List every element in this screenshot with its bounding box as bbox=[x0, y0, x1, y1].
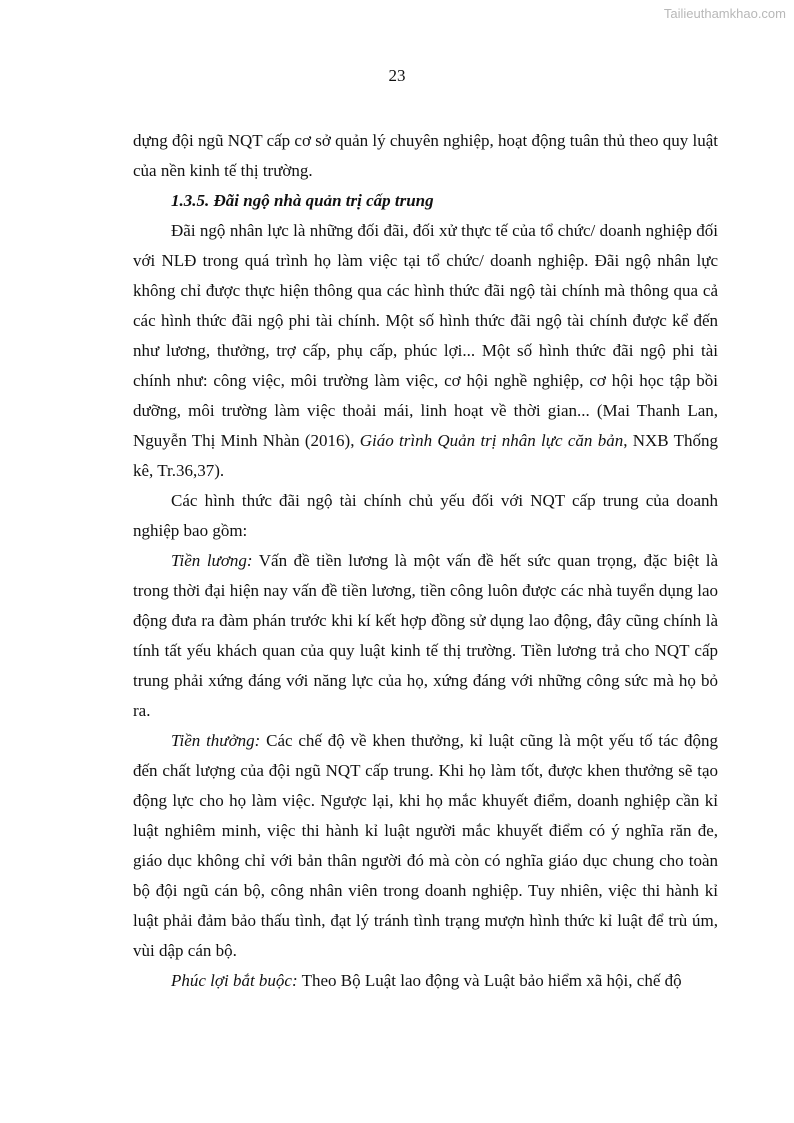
paragraph-salary bbox=[133, 546, 718, 726]
section-heading: 1.3.5. Đãi ngộ nhà quản trị cấp trung bbox=[171, 191, 434, 210]
document-body bbox=[133, 126, 718, 996]
watermark: Tailieuthamkhao.com bbox=[663, 6, 786, 21]
paragraph-text: Theo Bộ Luật lao động và Luật bảo hiểm xã hội, chế độ bbox=[297, 971, 682, 990]
citation-title: Giáo trình Quản trị nhân lực căn bản bbox=[359, 431, 624, 450]
term-label: Tiền lương: bbox=[171, 551, 253, 570]
paragraph-welfare bbox=[133, 966, 718, 996]
paragraph-text: Các chế độ về khen thưởng, kỉ luật cũng là một yếu tố tác động đến chất lượng của đội ngũ NQT cấp trung. Khi họ làm tốt, được khen thưởng sẽ tạo động lực cho họ làm việc. Ngược lại, khi họ mắc khuyết điểm, doanh nghiệp cần kỉ luật nghiêm minh, việc thi hành kỉ luật người mắc khuyết điểm có ý nghĩa răn đe, giáo dục không chỉ với bản thân người đó mà còn có nghĩa giáo dục chung cho toàn bộ đội ngũ cán bộ, công nhân viên trong doanh nghiệp. Tuy nhiên, việc thi hành kỉ luật phải đảm bảo thấu tình, đạt lý tránh tình trạng mượn hình thức kỉ luật để trù úm, vùi dập cán bộ. bbox=[133, 731, 718, 960]
paragraph-bonus bbox=[133, 726, 718, 966]
paragraph-continued: dựng đội ngũ NQT cấp cơ sở quản lý chuyên nghiệp, hoạt động tuân thủ theo quy luật của nền kinh tế thị trường. bbox=[133, 131, 718, 180]
term-label: Phúc lợi bắt buộc: bbox=[171, 971, 298, 990]
page-number: 23 bbox=[388, 66, 406, 85]
paragraph-text: Vấn đề tiền lương là một vấn đề hết sức quan trọng, đặc biệt là trong thời đại hiện nay vấn đề tiền lương, tiền công luôn được các nhà tuyển dụng lao động đưa ra đàm phán trước khi kí kết hợp đồng sử dụng lao động, đây cũng chính là tính tất yếu khách quan của quy luật kinh tế thị trường. Tiền lương trả cho NQT cấp trung phải xứng đáng với năng lực của họ, xứng đáng với những công sức mà họ bỏ ra. bbox=[133, 551, 718, 720]
paragraph-intro: Các hình thức đãi ngộ tài chính chủ yếu đối với NQT cấp trung của doanh nghiệp bao gồm: bbox=[133, 491, 718, 540]
paragraph-text: Đãi ngộ nhân lực là những đối đãi, đối xử thực tế của tổ chức/ doanh nghiệp đối với NLĐ trong quá trình họ làm việc tại tổ chức/ doanh nghiệp. Đãi ngộ nhân lực không chỉ được thực hiện thông qua các hình thức đãi ngộ tài chính mà thông qua cả các hình thức đãi ngộ phi tài chính. Một số hình thức đãi ngộ tài chính được kể đến như lương, thưởng, trợ cấp, phụ cấp, phúc lợi... Một số hình thức đãi ngộ phi tài chính như: công việc, môi trường làm việc, cơ hội nghề nghiệp, cơ hội học tập bồi dưỡng, môi trường làm việc thoải mái, linh hoạt về thời gian... (Mai Thanh Lan, Nguyễn Thị Minh Nhàn (2016), bbox=[133, 221, 718, 450]
paragraph-definition bbox=[133, 216, 718, 486]
paragraph-text: , NXB Thống kê, Tr.36,37). bbox=[133, 431, 718, 480]
term-label: Tiền thưởng: bbox=[171, 731, 261, 750]
